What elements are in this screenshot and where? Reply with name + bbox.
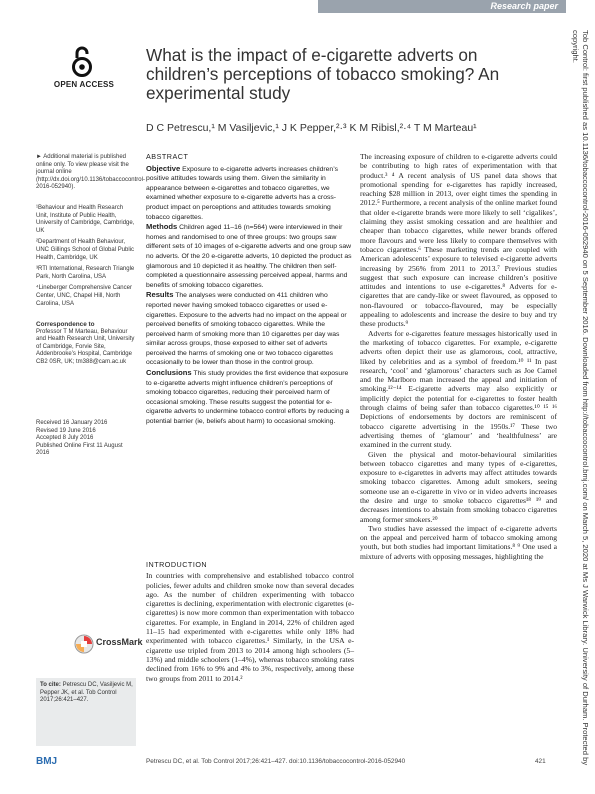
abstract-objective bbox=[146, 164, 354, 223]
abstract-results bbox=[146, 290, 354, 368]
body-paragraph-1: The increasing exposure of children to e-cigarette adverts could be contributing to high rates of experimentation with that product.³ ⁴ A recent analysis of US panel data shows that promotional spending for e-cigarettes has rapidly increased, reaching $28 million in 2013, over eight times the spending in 2012.⁵ Furthermore, a recent analysis of the online market found that older e-cigarette brands were more likely to sell ‘cigalikes’, claiming they assist smoking cessation and are healthier and cheaper than tobacco cigarettes, while newer brands offered more flavours and were less likely to compare themselves with tobacco cigarettes.⁶ These marketing trends are coupled with American adolescents’ exposure to televised e-cigarette adverts increasing by 256% from 2011 to 2013.⁷ Previous studies suggest that such exposure can increase children’s positive attitudes and intentions to use e-cigarettes.⁸ Adverts for e-cigarettes that are candy-like or sweet flavoured, as opposed to non-flavoured or tobacco-flavoured, may be especially appealing to adolescents and increase the desire to buy and try these products.⁹ bbox=[360, 152, 557, 329]
citation-reference: Petrescu DC, Vasiljevic M, Pepper JK, et al. Tob Control 2017;26:421–427. bbox=[40, 682, 133, 704]
affiliation-3: ³RTI International, Research Triangle Park, North Carolina, USA bbox=[36, 266, 135, 280]
citation-label: To cite: bbox=[40, 682, 61, 688]
crossmark-badge[interactable] bbox=[74, 632, 143, 656]
revised-date: Revised 19 June 2016 bbox=[36, 427, 96, 434]
received-date: Received 16 January 2016 bbox=[36, 420, 108, 426]
results-text: The analyses were conducted on 411 children who reported never having smoked tobacco cigarettes or used e-cigarettes. Exposure to the adverts had no impact on the appeal or perceived benefits of smoking tobacco cigarettes. While the perceived harm of smoking more than 10 cigarettes per day was similar across groups, those exposed to either set of adverts perceived the harms of smoking one or two tobacco cigarettes occasionally to be lower than those in the control group. bbox=[146, 292, 347, 367]
open-access-label: OPEN ACCESS bbox=[53, 80, 115, 89]
additional-material-note: ► Additional material is published online only. To view please visit the journal online (http://dx.doi.org/10.1136/tobaccocontrol-2016-052940). bbox=[36, 154, 145, 191]
crossmark-icon bbox=[74, 633, 94, 655]
article-dates bbox=[36, 420, 136, 458]
objective-label: Objective bbox=[146, 163, 181, 173]
author-list: D C Petrescu,¹ M Vasiljevic,¹ J K Pepper,²·³ K M Ribisl,²·⁴ T M Marteau¹ bbox=[146, 122, 477, 134]
open-access-icon bbox=[72, 44, 92, 78]
objective-text: Exposure to e-cigarette adverts increases children’s positive attitudes towards using them. Given the similarity in appearance between e-cigarettes and tobacco cigarettes, we examined whether exposure to e-cigarette adverts has a cross-product impact on perceptions and attitudes towards smoking tobacco cigarettes. bbox=[146, 165, 338, 221]
download-notice: Tob Control: first published as 10.1136/tobaccocontrol-2016-052940 on 5 September 2016. Downloaded from http://tobaccocontrol.bmj.com/ on March 5, 2020 at Ms J Warwick Library. University of Durham. Protected by copyright. bbox=[571, 30, 590, 766]
crossmark-label: CrossMark bbox=[96, 637, 143, 647]
affiliations bbox=[36, 205, 136, 312]
bmj-logo: BMJ bbox=[36, 756, 58, 767]
page-number: 421 bbox=[535, 758, 546, 765]
abstract-conclusions bbox=[146, 368, 354, 427]
citation-text bbox=[40, 682, 134, 705]
body-column-right bbox=[360, 152, 557, 561]
correspondence-text: Professor T M Marteau, Behaviour and Health Research Unit, University of Cambridge, Forvie Site, Addenbrooke’s Hospital, Cambridge CB2 0SR, UK; tm388@cam.ac.uk bbox=[36, 328, 135, 365]
abstract-heading: ABSTRACT bbox=[146, 152, 189, 161]
methods-text: Children aged 11–16 (n=564) were interviewed in their homes and randomised to one of three groups: two groups saw different sets of 10 images of e-cigarette adverts and one group saw no adverts. Of the 20 e-cigarette adverts, 10 depicted the product as glamorous and 10 depicted it as healthy. The children then self-completed a questionnaire assessing perceived appeal, harms and benefits of smoking tobacco cigarettes. bbox=[146, 224, 352, 289]
methods-label: Methods bbox=[146, 222, 178, 232]
sidebar-notes bbox=[36, 154, 145, 196]
introduction-heading: INTRODUCTION bbox=[146, 560, 208, 569]
body-paragraph-2: Adverts for e-cigarettes feature messages historically used in the marketing of tobacco cigarettes. For example, e-cigarette adverts often depict their use as glamorous, cool, attractive, liked by celebrities and as a symbol of freedom.¹⁰ ¹¹ In past research, ‘cool’ and ‘glamorous’ characters such as Joe Camel and the Marlboro man increased the appeal and initiation of smoking.¹²⁻¹⁴ E-cigarette adverts may also explicitly or implicitly depict the potential for e-cigarettes to foster health through claims of being safer than tobacco cigarettes.¹⁰ ¹⁵ ¹⁶ Depictions of endorsements by doctors are reminiscent of tobacco cigarette advertising in the 1950s.¹⁷ These two advertising themes of ‘glamour’ and ‘healthfulness’ are examined in the current study. bbox=[360, 328, 557, 450]
introduction bbox=[146, 560, 354, 683]
abstract-methods bbox=[146, 222, 354, 290]
affiliation-1: ¹Behaviour and Health Research Unit, Institute of Public Health, University of Cambridge, Cambridge, UK bbox=[36, 205, 135, 234]
introduction-paragraph: In countries with comprehensive and established tobacco control policies, fewer adults and children smoke now than several decades ago. As the number of children experimenting with tobacco cigarettes is declining, experimentation with electronic cigarettes (e-cigarettes) is now more common than experimentation with tobacco cigarettes. For example, in England in 2014, 22% of children aged 11–15 had experimented with e-cigarettes while only 18% had experimented with tobacco cigarettes.¹ Similarly, in the USA e-cigarette use tripled from 2013 to 2014 among high schoolers (5–13%) and middle schoolers (1–4%), whereas tobacco smoking rates declined from 16% to 9% and 4% to 3%, respectively, among these two groups from 2011 to 2014.² bbox=[146, 571, 354, 683]
section-label: Research paper bbox=[490, 1, 558, 11]
body-paragraph-3: Given the physical and motor-behavioural similarities between tobacco cigarettes and many types of e-cigarettes, exposure to e-cigarettes in adverts may affect attitudes towards smoking tobacco cigarettes. Among adult smokers, seeing someone use an e-cigarette in vivo or in video adverts increases the desire and urge to smoke tobacco cigarettes¹⁸ ¹⁹ and decreases intentions to abstain from smoking tobacco cigarettes among former smokers.²⁰ bbox=[360, 449, 557, 524]
conclusions-text: This study provides the first evidence that exposure to e-cigarette adverts might influence children’s perceptions of smoking tobacco cigarettes, reducing their perceived harm of occasional smoking. These results suggest the potential for e-cigarette adverts to undermine tobacco control efforts by reducing a potential barrier (ie, beliefs about harm) to occasional smoking. bbox=[146, 370, 350, 426]
abstract bbox=[146, 152, 354, 427]
published-date: Published Online First 11 August 2016 bbox=[36, 442, 123, 457]
article-title: What is the impact of e-cigarette adverts on children’s perceptions of tobacco smoking? An experimental study bbox=[146, 45, 500, 103]
accepted-date: Accepted 8 July 2016 bbox=[36, 435, 94, 442]
conclusions-label: Conclusions bbox=[146, 368, 192, 378]
results-label: Results bbox=[146, 290, 174, 300]
body-paragraph-4: Two studies have assessed the impact of e-cigarette adverts on the appeal and perceived harm of tobacco smoking among youth, but both studies had important limitations.⁸ ⁹ One used a mixture of adverts with opposing messages, highlighting the bbox=[360, 523, 557, 561]
correspondence-label: Correspondence to bbox=[36, 321, 95, 328]
vertical-margin-note bbox=[566, 30, 595, 790]
affiliation-2: ²Department of Health Behaviour, UNC Gillings School of Global Public Health, Cambridge, UK bbox=[36, 239, 135, 261]
footer-citation: Petrescu DC, et al. Tob Control 2017;26:421–427. doi:10.1136/tobaccocontrol-2016-052940 bbox=[146, 758, 406, 765]
correspondence bbox=[36, 321, 136, 371]
affiliation-4: ⁴Lineberger Comprehensive Cancer Center, UNC, Chapel Hill, North Carolina, USA bbox=[36, 285, 132, 307]
